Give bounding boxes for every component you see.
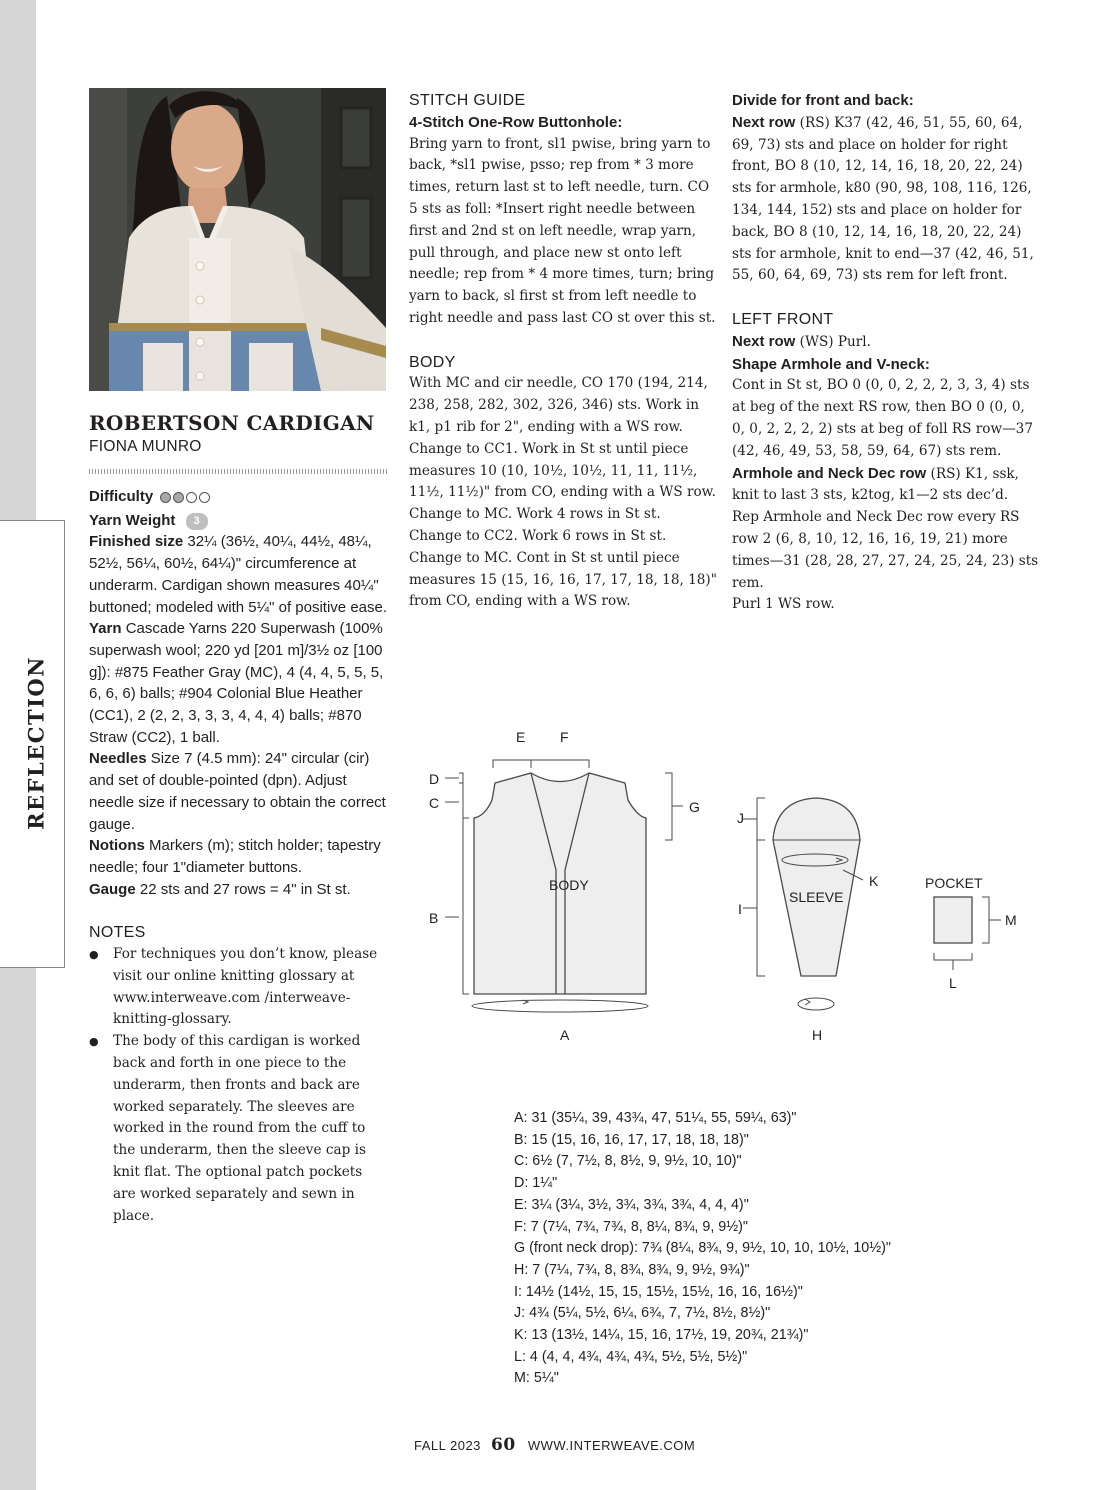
page-number: 60 (491, 1435, 516, 1455)
label-i: I (738, 901, 742, 917)
measurement-label: D: (514, 1175, 529, 1192)
difficulty-dot-filled (160, 492, 171, 503)
spec-label: Gauge (89, 880, 136, 898)
row-label: Armhole and Neck Dec row (732, 464, 927, 482)
row-text: (RS) K1, ssk, knit to last 3 sts, k2tog, k1—2 sts dec’d. (732, 465, 1019, 504)
measurement-label: J: (514, 1305, 526, 1322)
measurement-item (514, 1130, 994, 1152)
shape-armhole-heading: Shape Armhole and V-neck: (732, 355, 930, 373)
issue-name: FALL 2023 (414, 1438, 481, 1453)
label-m: M (1005, 912, 1017, 928)
measurement-value: 3¼ (3¼, 3½, 3¾, 3¾, 3¾, 4, 4, 4)" (527, 1196, 749, 1213)
body-paragraph: Change to CC2. Work 6 rows in St st. (409, 527, 667, 544)
measurement-value: 13 (13½, 14¼, 15, 16, 17½, 19, 20¾, 21¾)" (527, 1327, 809, 1344)
measurement-label: M: (514, 1370, 530, 1387)
spec-label: Needles (89, 750, 147, 768)
measurement-value: 15 (15, 16, 16, 17, 17, 18, 18, 18)" (527, 1131, 749, 1148)
divide-text (732, 112, 1042, 287)
divide-heading: Divide for front and back: (732, 92, 914, 109)
measurement-value: 6½ (7, 7½, 8, 8½, 9, 9½, 10, 10)" (528, 1153, 742, 1170)
measurement-item (514, 1238, 994, 1260)
measurement-label: K: (514, 1327, 528, 1344)
sleeve-label: SLEEVE (789, 889, 844, 905)
buttonhole-heading: 4-Stitch One-Row Buttonhole: (409, 113, 623, 131)
instructions-column-2 (732, 90, 1042, 616)
measurement-value: 4¾ (5¼, 5½, 6¼, 6¾, 7, 7½, 8½, 8½)" (525, 1305, 771, 1322)
label-b: B (429, 910, 439, 926)
measurement-item (514, 1303, 994, 1325)
label-a: A (560, 1027, 570, 1043)
measurement-value: 31 (35¼, 39, 43¾, 47, 51¼, 55, 59¼, 63)" (527, 1110, 797, 1126)
spec-notions (89, 835, 389, 878)
measurement-value: 4 (4, 4, 4¾, 4¾, 4¾, 5½, 5½, 5½)" (525, 1348, 748, 1365)
difficulty-dot-filled (173, 492, 184, 503)
dec-row-text (732, 463, 1042, 508)
label-g: G (689, 799, 700, 815)
difficulty-dot-empty (186, 492, 197, 503)
page-footer (414, 1435, 695, 1455)
spec-text: Markers (m); stitch holder; tapestry needle; four 1"diameter buttons. (89, 837, 381, 876)
measurement-item (514, 1217, 994, 1239)
pocket-label: POCKET (925, 875, 983, 891)
measurement-label: F: (514, 1218, 527, 1235)
yarn-weight-row (89, 510, 389, 532)
label-l: L (949, 975, 957, 991)
instructions-column-1 (409, 90, 719, 613)
spec-text: 22 sts and 27 rows = 4" in St st. (139, 880, 351, 898)
measurement-label: E: (514, 1196, 528, 1213)
measurement-value: 1¼" (528, 1175, 558, 1192)
measurement-item (514, 1108, 994, 1130)
shape-armhole-text: Cont in St st, BO 0 (0, 0, 2, 2, 2, 3, 3, 4) sts at beg of the next RS row, then BO 0 (0, 0, 0, 0, 2, 2, 2, 2) sts at beg of foll RS row—37 (42, 46, 49, 53, 58, 59, 64, 67) sts rem. (732, 377, 1033, 459)
measurement-value: 7¾ (8¼, 8¾, 9, 9½, 10, 10, 10½, 10½)" (637, 1240, 892, 1257)
measurement-label: A: (514, 1110, 528, 1126)
spec-needles (89, 748, 389, 835)
measurement-label: H: (514, 1261, 529, 1278)
pocket-piece (934, 897, 972, 943)
spec-list (89, 531, 389, 900)
spec-label: Yarn (89, 620, 122, 638)
measurement-item (514, 1151, 994, 1173)
body-paragraph: With MC and cir needle, CO 170 (194, 214, 238, 258, 282, 302, 326, 346) sts. Work in k1, p1 rib for 2", ending with a WS row. (409, 375, 708, 435)
row-label: Next row (732, 113, 796, 131)
body-label: BODY (549, 877, 589, 893)
label-e: E (516, 729, 526, 745)
measurement-label: B: (514, 1131, 528, 1148)
measurement-label: G (front neck drop): (514, 1240, 638, 1257)
spec-label: Notions (89, 837, 145, 855)
buttonhole-text: Bring yarn to front, sl1 pwise, bring yarn to back, *sl1 pwise, psso; rep from * 3 more times, return last st to left needle, turn. CO 5 sts as foll: *Insert right needle between first and 2nd st on left needle, wrap yarn, pull through, and place new st onto left needle; rep from * 4 more times, turn; bring yarn to back, sl first st from left needle to right needle and pass last CO st over this st. (409, 135, 716, 326)
measurement-item (514, 1260, 994, 1282)
measurement-label: I: (514, 1283, 522, 1300)
measurement-item (514, 1173, 994, 1195)
note-item: ● The body of this cardigan is worked back and forth in one piece to the underarm, then fronts and back are worked separately. The sleeves are worked in the round from the cuff to the underarm, then the sleeve cap is knit flat. The optional patch pockets are worked separately and sewn in place. (89, 1031, 389, 1227)
website-link[interactable]: WWW.INTERWEAVE.COM (527, 1438, 696, 1453)
yarn-weight-label: Yarn Weight (89, 511, 176, 529)
measurement-item (514, 1325, 994, 1347)
spec-text: Cascade Yarns 220 Superwash (100% superwash wool; 220 yd [201 m]/3½ oz [100 g]): #875 Feather Gray (MC), 4 (4, 4, 5, 5, 5, 6, 6, 6) balls; #904 Colonial Blue Heather (CC1), 2 (2, 2, 3, 3, 3, 4, 4, 4) balls; #870 Straw (CC2), 1 ball. (89, 620, 384, 746)
spec-yarn (89, 618, 389, 748)
spec-label: Finished size (89, 533, 184, 551)
label-j: J (737, 810, 744, 826)
pattern-title: ROBERTSON CARDIGAN (89, 411, 375, 435)
model-photo (89, 88, 386, 391)
difficulty-label: Difficulty (89, 488, 154, 505)
title-divider (89, 469, 389, 474)
body-paragraph: Change to CC1. Work in St st until piece measures 10 (10, 10½, 10½, 11, 11, 11½, 11½, 11½)" from CO, ending with a WS row. (409, 440, 716, 501)
schematic-diagram (415, 720, 1035, 1060)
difficulty-dot-empty (199, 492, 210, 503)
stitch-guide-heading: STITCH GUIDE (409, 92, 526, 109)
row-label: Next row (732, 332, 796, 350)
label-h: H (812, 1027, 823, 1043)
spec-finished-size (89, 531, 389, 618)
body-heading: BODY (409, 353, 456, 371)
note-item: ● For techniques you don’t know, please visit our online knitting glossary at www.interweave.com /interweave-knitting-glossary. (89, 944, 389, 1031)
measurement-item (514, 1195, 994, 1217)
measurement-value: 14½ (14½, 15, 15, 15½, 15½, 16, 16, 16½)" (521, 1283, 803, 1300)
difficulty-row (89, 486, 389, 510)
model-photo-illustration (89, 88, 386, 391)
designer-name: FIONA MUNRO (89, 438, 202, 455)
pattern-info-column (89, 410, 389, 1227)
left-front-heading: LEFT FRONT (732, 310, 834, 328)
spec-gauge (89, 879, 389, 901)
body-paragraph: Change to MC. Work 4 rows in St st. (409, 506, 661, 523)
measurement-label: C: (514, 1153, 529, 1170)
purl-row-text: Purl 1 WS row. (732, 596, 835, 613)
row-text: (WS) Purl. (795, 333, 871, 350)
left-front-next-row (732, 331, 1042, 354)
notes-heading: NOTES (89, 924, 146, 942)
sleeve-piece (773, 798, 860, 976)
label-f: F (560, 729, 569, 745)
measurement-item (514, 1347, 994, 1369)
label-k: K (869, 873, 879, 889)
measurement-label: L: (514, 1348, 526, 1365)
spec-text: 32¼ (36½, 40¼, 44½, 48¼, 52½, 56¼, 60½, 64¼)" circumference at underarm. Cardigan shown measures 40¼" buttoned; modeled with 5¼" of positive ease. (89, 533, 388, 616)
measurement-list (514, 1108, 994, 1390)
measurement-value: 7 (7¼, 7¾, 8, 8¾, 8¾, 9, 9½, 9¾)" (528, 1261, 750, 1278)
spec-text: Size 7 (4.5 mm): 24" circular (cir) and set of double-pointed (dpn). Adjust needle size if necessary to obtain the correct gauge. (89, 750, 386, 833)
label-d: D (429, 771, 440, 787)
measurement-value: 7 (7¼, 7¾, 7¾, 8, 8¼, 8¾, 9, 9½)" (526, 1218, 748, 1235)
body-paragraph: Change to MC. Cont in St st until piece measures 15 (15, 16, 16, 17, 17, 18, 18, 18)" from CO, ending with a WS row. (409, 549, 717, 610)
difficulty-rating (160, 488, 212, 510)
yarn-weight-icon: 3 (186, 513, 208, 530)
row-text: (RS) K37 (42, 46, 51, 55, 60, 64, 69, 73) sts and place on holder for right front, BO 8 (10, 12, 14, 16, 18, 20, 22, 24) sts for armhole, k80 (90, 98, 108, 116, 126, 134, 144, 152) sts and place on holder for back, BO 8 (10, 12, 14, 16, 18, 20, 22, 24) sts for armhole, knit to end—37 (42, 46, 51, 55, 60, 64, 69, 73) sts rem for left front. (732, 114, 1034, 284)
measurement-value: 5¼" (529, 1370, 559, 1387)
notes-list (89, 944, 389, 1227)
repeat-text: Rep Armhole and Neck Dec row every RS row 2 (6, 8, 10, 12, 16, 16, 19, 21) more times—31 (28, 28, 27, 27, 24, 25, 24, 23) sts rem. (732, 509, 1039, 591)
measurement-item (514, 1368, 994, 1390)
measurement-item (514, 1282, 994, 1304)
section-label: REFLECTION (23, 656, 49, 830)
label-c: C (429, 795, 440, 811)
